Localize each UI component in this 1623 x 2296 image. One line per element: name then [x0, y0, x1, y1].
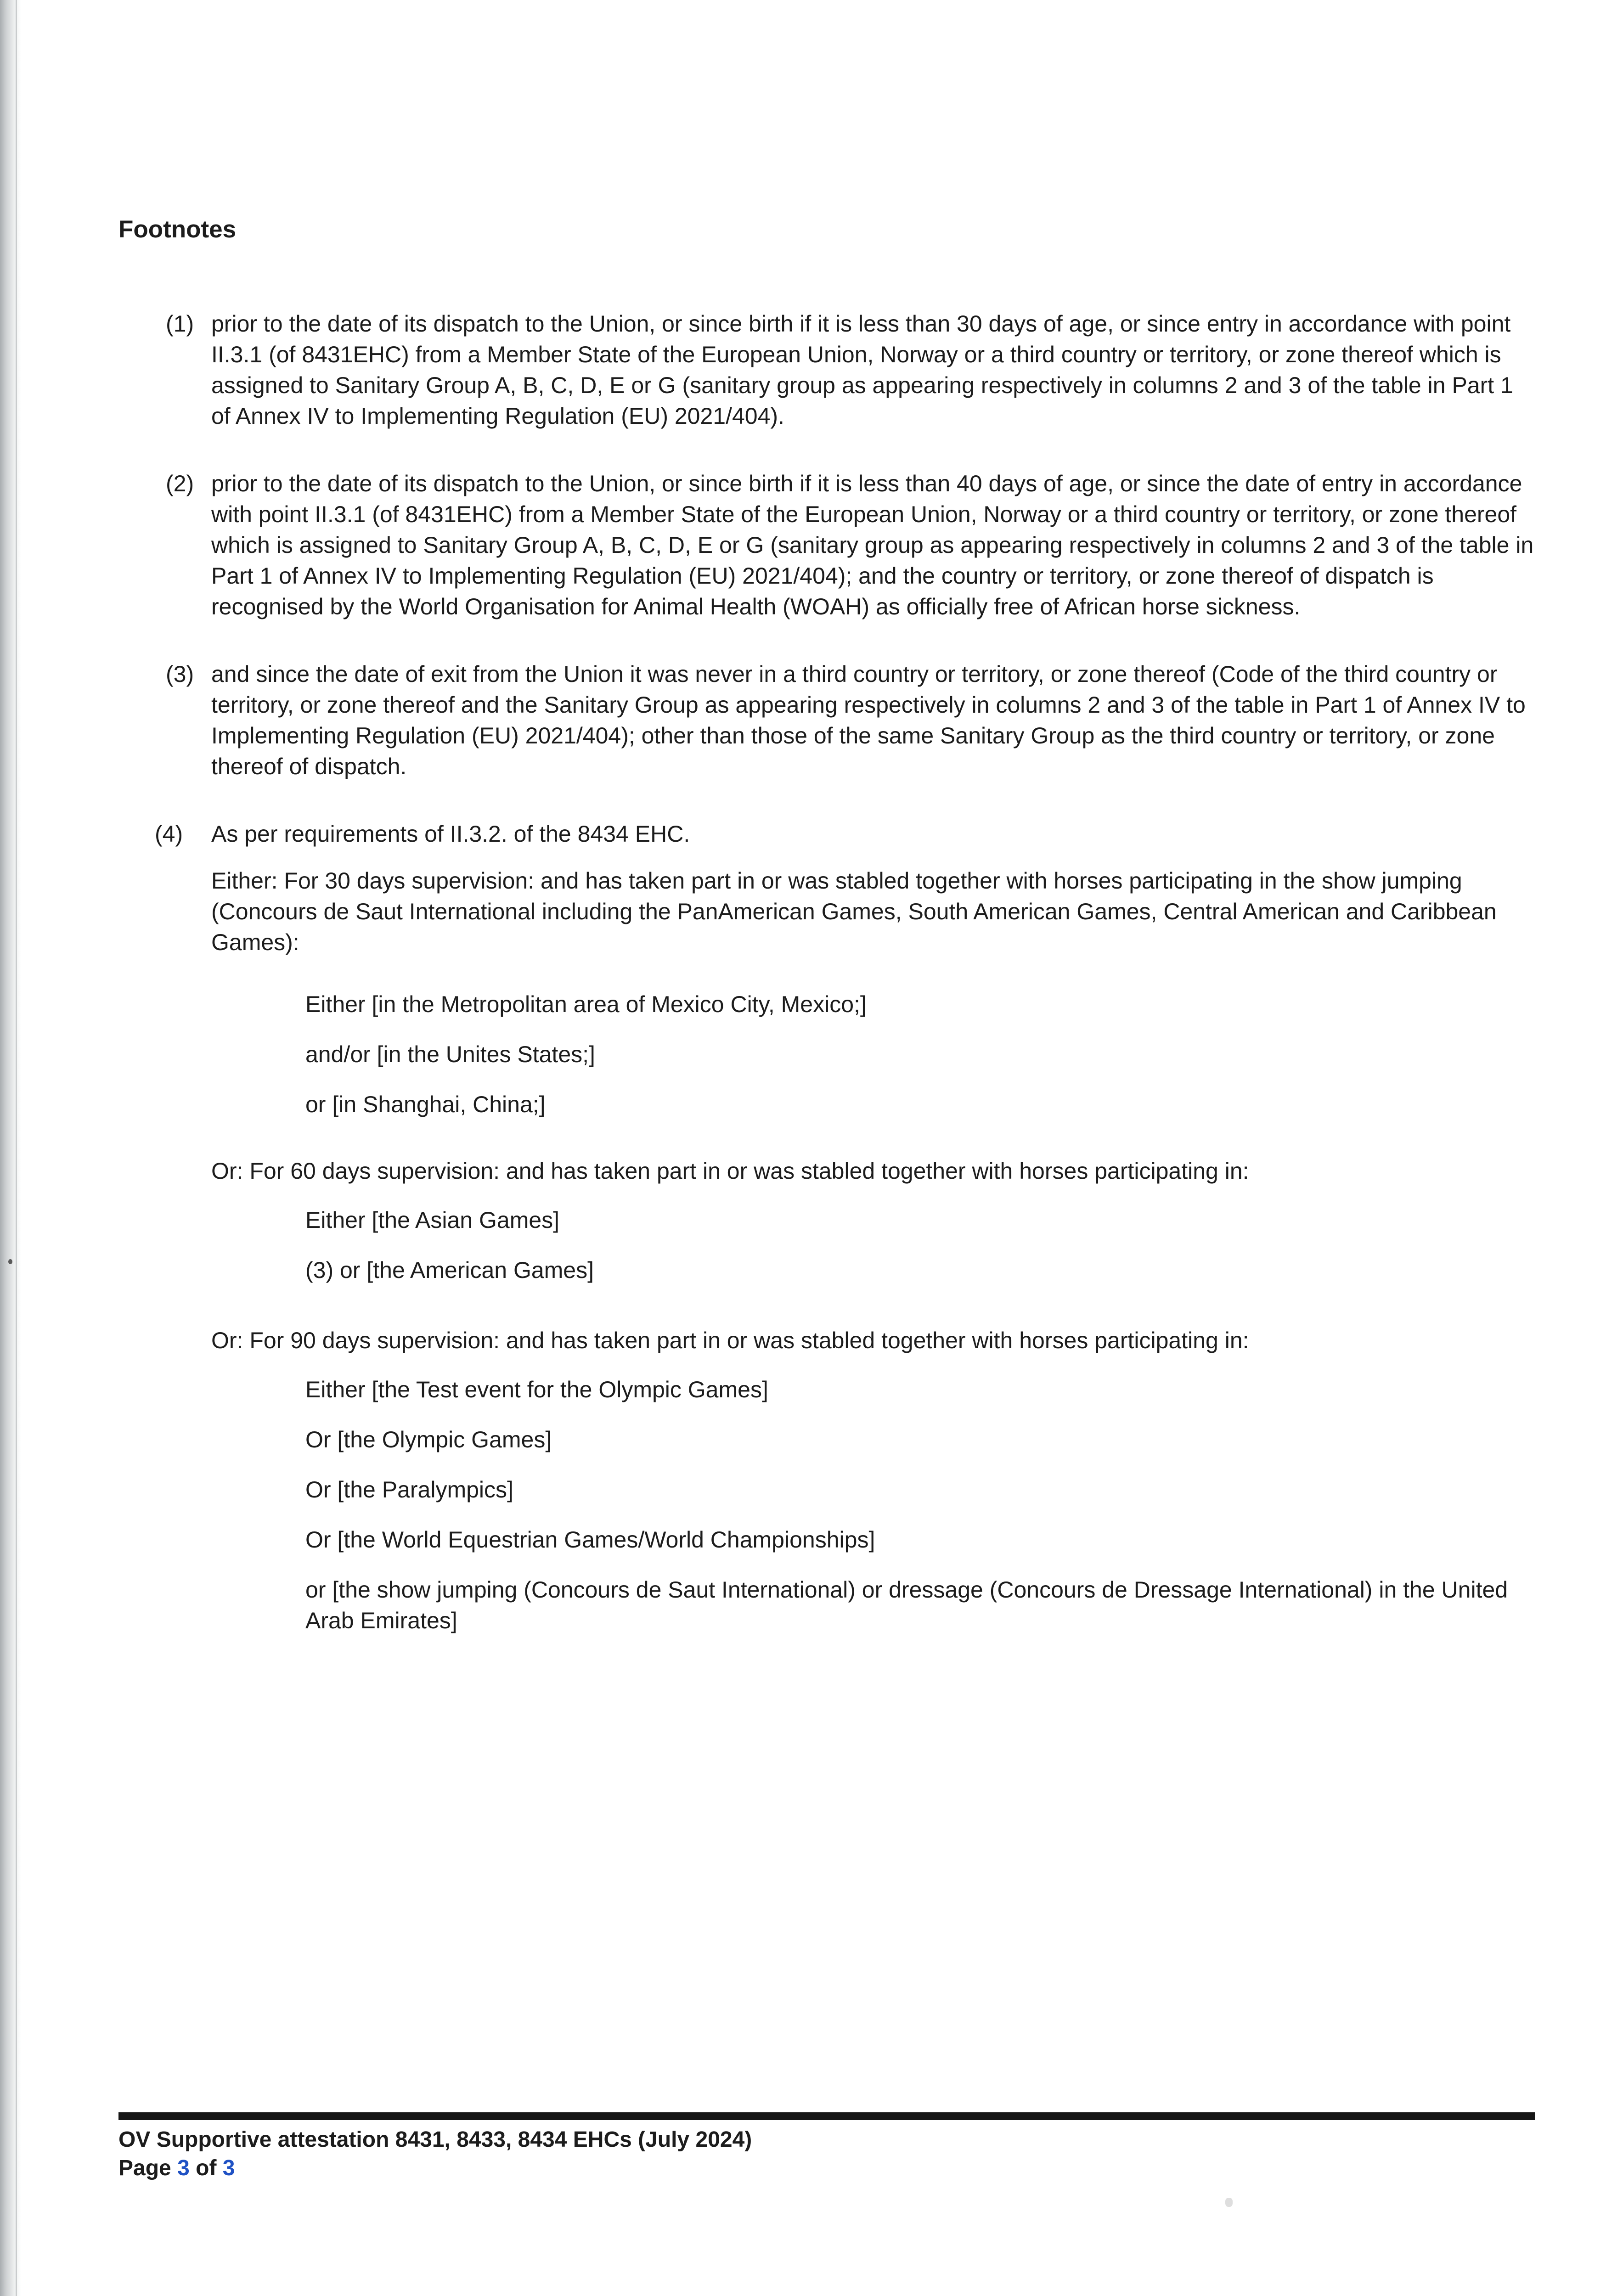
- footnotes-heading: Footnotes: [118, 216, 237, 243]
- scan-speck: [8, 1259, 12, 1264]
- page-footer: [118, 2112, 1535, 2183]
- total-pages: 3: [222, 2156, 235, 2180]
- footnote-1: [118, 309, 1534, 432]
- supervision-60-option-1: Either [the Asian Games]: [305, 1207, 560, 1233]
- scan-edge-artifact: [0, 0, 21, 2296]
- scan-speck: [1225, 2198, 1233, 2207]
- footer-rule: [118, 2112, 1535, 2120]
- footnote-3-number: (3): [166, 661, 194, 687]
- supervision-30-intro: Either: For 30 days supervision: and has taken part in or was stabled together with horses participating in the show jumping (Concours de Saut International including the PanAmerican Games, South American Games, Central American and Caribbean Games):: [211, 868, 1497, 955]
- footnote-3: [118, 659, 1534, 782]
- supervision-30-option-2: and/or [in the Unites States;]: [305, 1041, 595, 1067]
- footnote-2-number: (2): [166, 471, 194, 496]
- page-number-line: [118, 2154, 1535, 2183]
- supervision-90-option-2: Or [the Olympic Games]: [305, 1427, 552, 1452]
- page-number: 3: [177, 2156, 190, 2180]
- supervision-block-60-days: [118, 1156, 1534, 1286]
- footnote-1-number: (1): [166, 311, 194, 337]
- footnote-2-text: prior to the date of its dispatch to the Union, or since birth if it is less than 40 days of age, or since the date of entry in accordance with point II.3.1 (of 8431EHC) from a Member State of the European Union, Norway or a third country or territory, or zone thereof which is assigned to Sanitary Group A, B, C, D, E or G (sanitary group as appearing respectively in columns 2 and 3 of the table in Part 1 of Annex IV to Implementing Regulation (EU) 2021/404); and the country or territory, or zone thereof of dispatch is recognised by the World Organisation for Animal Health (WOAH) as officially free of African horse sickness.: [211, 471, 1534, 619]
- supervision-90-option-1: Either [the Test event for the Olympic Games]: [305, 1377, 768, 1402]
- supervision-90-option-3: Or [the Paralympics]: [305, 1477, 513, 1503]
- supervision-90-option-5: or [the show jumping (Concours de Saut International) or dressage (Concours de Dressage International) in the United Arab Emirates]: [305, 1577, 1508, 1633]
- supervision-90-intro: Or: For 90 days supervision: and has taken part in or was stabled together with horses participating in:: [211, 1328, 1249, 1353]
- page-word: Page: [118, 2156, 171, 2180]
- supervision-60-intro: Or: For 60 days supervision: and has taken part in or was stabled together with horses participating in:: [211, 1158, 1249, 1184]
- footnote-3-text: and since the date of exit from the Union it was never in a third country or territory, or zone thereof (Code of the third country or territory, or zone thereof and the Sanitary Group as appearing respectively in columns 2 and 3 of the table in Part 1 of Annex IV to Implementing Regulation (EU) 2021/404); other than those of the same Sanitary Group as the third country or territory, or zone thereof of dispatch.: [211, 661, 1526, 779]
- scan-line-artifact: [16, 0, 17, 2296]
- footnote-4-text: As per requirements of II.3.2. of the 8434 EHC.: [211, 821, 690, 847]
- supervision-block-90-days: [118, 1325, 1534, 1636]
- supervision-block-30-days: [118, 866, 1534, 1120]
- supervision-30-option-1: Either [in the Metropolitan area of Mexico City, Mexico;]: [305, 991, 867, 1017]
- footnote-2: [118, 468, 1534, 622]
- of-word: of: [196, 2156, 217, 2180]
- supervision-90-option-4: Or [the World Equestrian Games/World Championships]: [305, 1527, 875, 1553]
- footer-document-title: OV Supportive attestation 8431, 8433, 8434 EHCs (July 2024): [118, 2127, 752, 2152]
- footnotes-section: [118, 216, 1534, 1655]
- footnote-1-text: prior to the date of its dispatch to the Union, or since birth if it is less than 30 days of age, or since entry in accordance with point II.3.1 (of 8431EHC) from a Member State of the European Union, Norway or a third country or territory, or zone thereof which is assigned to Sanitary Group A, B, C, D, E or G (sanitary group as appearing respectively in columns 2 and 3 of the table in Part 1 of Annex IV to Implementing Regulation (EU) 2021/404).: [211, 311, 1513, 429]
- supervision-30-option-3: or [in Shanghai, China;]: [305, 1092, 546, 1117]
- footnote-4: [118, 819, 1534, 850]
- footnote-4-number: (4): [155, 821, 183, 847]
- supervision-60-option-2: (3) or [the American Games]: [305, 1257, 594, 1283]
